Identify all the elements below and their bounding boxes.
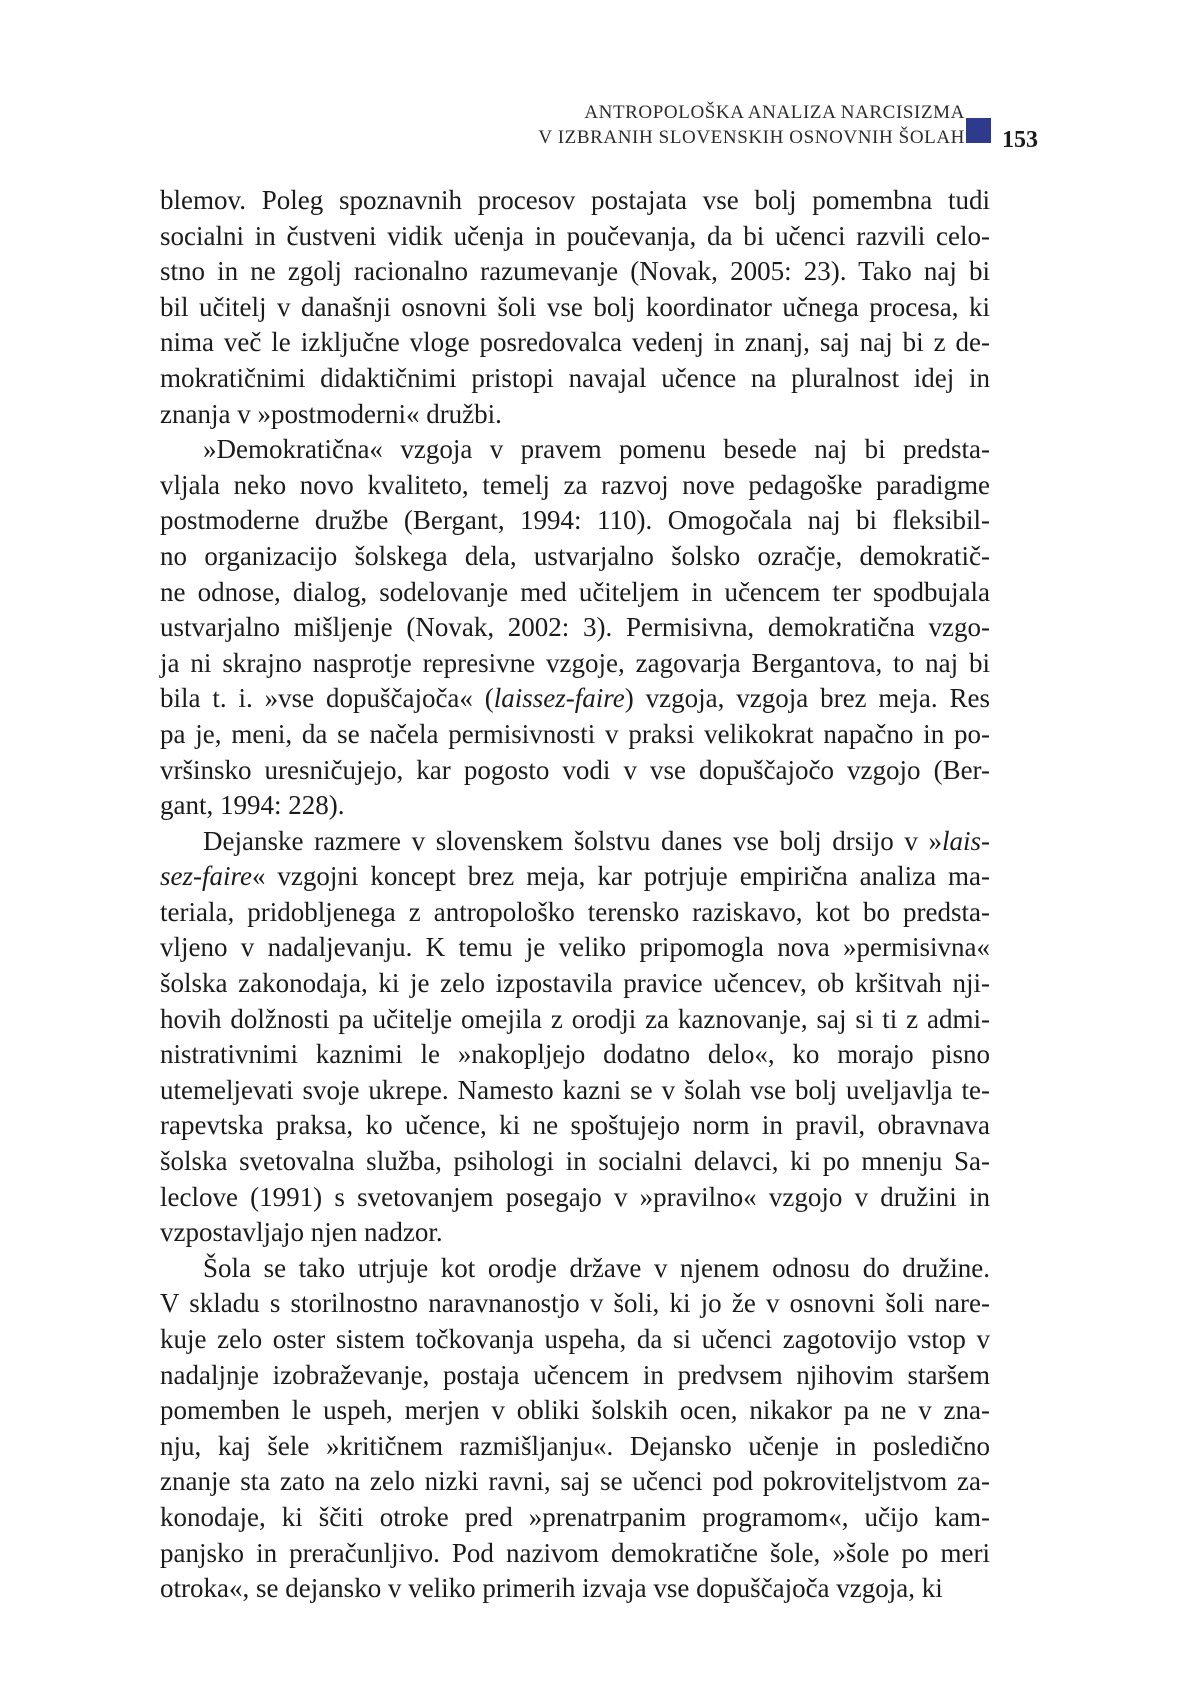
text-line: ne odnose, dialog, sodelovanje med učiteljem in učencem ter spodbujala <box>160 576 990 607</box>
text-line: nima več le izključne vloge posredovalca vedenj in znanj, saj naj bi z de- <box>160 327 990 358</box>
text-line: Šola se tako utrjuje kot orodje države v njenem odnosu do družine. <box>203 1252 990 1283</box>
text-line: panjsko in preračunljivo. Pod nazivom demokratične šole, »šole po meri <box>160 1537 990 1568</box>
text-line: znanja v »postmoderni« družbi. <box>160 398 502 429</box>
text-line: kuje zelo oster sistem točkovanja uspeha, da si učenci zagotovijo vstop v <box>160 1324 990 1354</box>
text-line: nistrativnimi kaznimi le »nakopljejo dodatno delo«, ko morajo pisno <box>160 1039 990 1070</box>
paragraph <box>160 183 990 432</box>
text-line: »Demokratična« vzgoja v pravem pomenu besede naj bi predsta- <box>203 434 990 465</box>
text-line: postmoderne družbe (Bergant, 1994: 110). Omogočala naj bi fleksibil- <box>160 505 990 536</box>
text-line: rapevtska praksa, ko učence, ki ne spoštujejo norm in pravil, obravnava <box>160 1110 990 1141</box>
text-line: vljala neko novo kvaliteto, temelj za razvoj nove pedagoške paradigme <box>160 469 990 500</box>
text-line: vljeno v nadaljevanju. K temu je veliko pripomogla nova »permisivna« <box>160 932 990 963</box>
text-line: hovih dolžnosti pa učitelje omejila z orodji za kaznovanje, saj si ti z admi- <box>160 1003 990 1034</box>
text-line: otroka«, se dejansko v veliko primerih izvaja vse dopuščajoča vzgoja, ki <box>160 1573 943 1604</box>
running-header <box>538 100 965 150</box>
text-line: socialni in čustveni vidik učenja in poučevanja, da bi učenci razvili celo- <box>160 220 990 251</box>
text-line: stno in ne zgolj racionalno razumevanje (Novak, 2005: 23). Tako naj bi <box>160 256 990 287</box>
text-line: ja ni skrajno nasprotje represivne vzgoje, zagovarja Bergantova, to naj bi <box>160 647 990 678</box>
text-line: mokratičnimi didaktičnimi pristopi navajal učence na pluralnost idej in <box>160 362 990 393</box>
text-line: V skladu s storilnostno naravnanostjo v šoli, ki jo že v osnovni šoli nare- <box>160 1288 990 1319</box>
text-line: pomemben le uspeh, merjen v obliki šolskih ocen, nikakor pa ne v zna- <box>160 1395 990 1426</box>
body-text <box>160 183 990 1607</box>
text-line: nadaljnje izobraževanje, postaja učencem in predvsem njihovim staršem <box>160 1359 990 1390</box>
text-line: znanje sta zato na zelo nizki ravni, saj se učenci pod pokroviteljstvom za- <box>160 1466 990 1497</box>
running-header-line-1: ANTROPOLOŠKA ANALIZA NARCISIZMA <box>584 102 965 123</box>
text-line: ustvarjalno mišljenje (Novak, 2002: 3). Permisivna, demokratična vzgo- <box>160 612 990 643</box>
text-line: gant, 1994: 228). <box>160 790 345 821</box>
text-line: sez-faire« vzgojni koncept brez meja, kar potrjuje empirična analiza ma- <box>160 861 990 892</box>
text-line: bila t. i. »vse dopuščajoča« (laissez-faire) vzgoja, vzgoja brez meja. Res <box>160 683 990 714</box>
text-line: teriala, pridobljenega z antropološko terensko raziskavo, kot bo predsta- <box>160 896 990 927</box>
paragraph <box>160 1251 990 1607</box>
text-line: no organizacijo šolskega dela, ustvarjalno šolsko ozračje, demokratič- <box>160 540 990 571</box>
text-line: Dejanske razmere v slovenskem šolstvu danes vse bolj drsijo v »lais- <box>203 825 990 856</box>
text-line: konodaje, ki ščiti otroke pred »prenatrpanim programom«, učijo kam- <box>160 1501 990 1532</box>
running-header-line-2: V IZBRANIH SLOVENSKIH OSNOVNIH ŠOLAH <box>538 127 965 148</box>
text-line: nju, kaj šele »kritičnem razmišljanju«. Dejansko učenje in posledično <box>160 1430 990 1461</box>
text-line: vršinsko uresničujejo, kar pogosto vodi v vse dopuščajočo vzgojo (Ber- <box>160 754 990 785</box>
text-line: leclove (1991) s svetovanjem posegajo v »pravilno« vzgojo v družini in <box>160 1181 990 1212</box>
text-line: šolska svetovalna služba, psihologi in socialni delavci, ki po mnenju Sa- <box>160 1146 990 1177</box>
text-line: šolska zakonodaja, ki je zelo izpostavila pravice učencev, ob kršitvah nji- <box>160 968 990 999</box>
text-line: utemeljevati svoje ukrepe. Namesto kazni se v šolah vse bolj uveljavlja te- <box>160 1074 990 1105</box>
paragraph <box>160 432 990 824</box>
paragraph <box>160 824 990 1251</box>
text-line: blemov. Poleg spoznavnih procesov postajata vse bolj pomembna tudi <box>160 185 990 215</box>
text-line: pa je, meni, da se načela permisivnosti v praksi velikokrat napačno in po- <box>160 718 990 749</box>
text-line: bil učitelj v današnji osnovni šoli vse bolj koordinator učnega procesa, ki <box>160 291 990 322</box>
text-line: vzpostavljajo njen nadzor. <box>160 1217 443 1248</box>
header-marker-square <box>966 118 991 143</box>
page-number: 153 <box>1002 127 1038 153</box>
